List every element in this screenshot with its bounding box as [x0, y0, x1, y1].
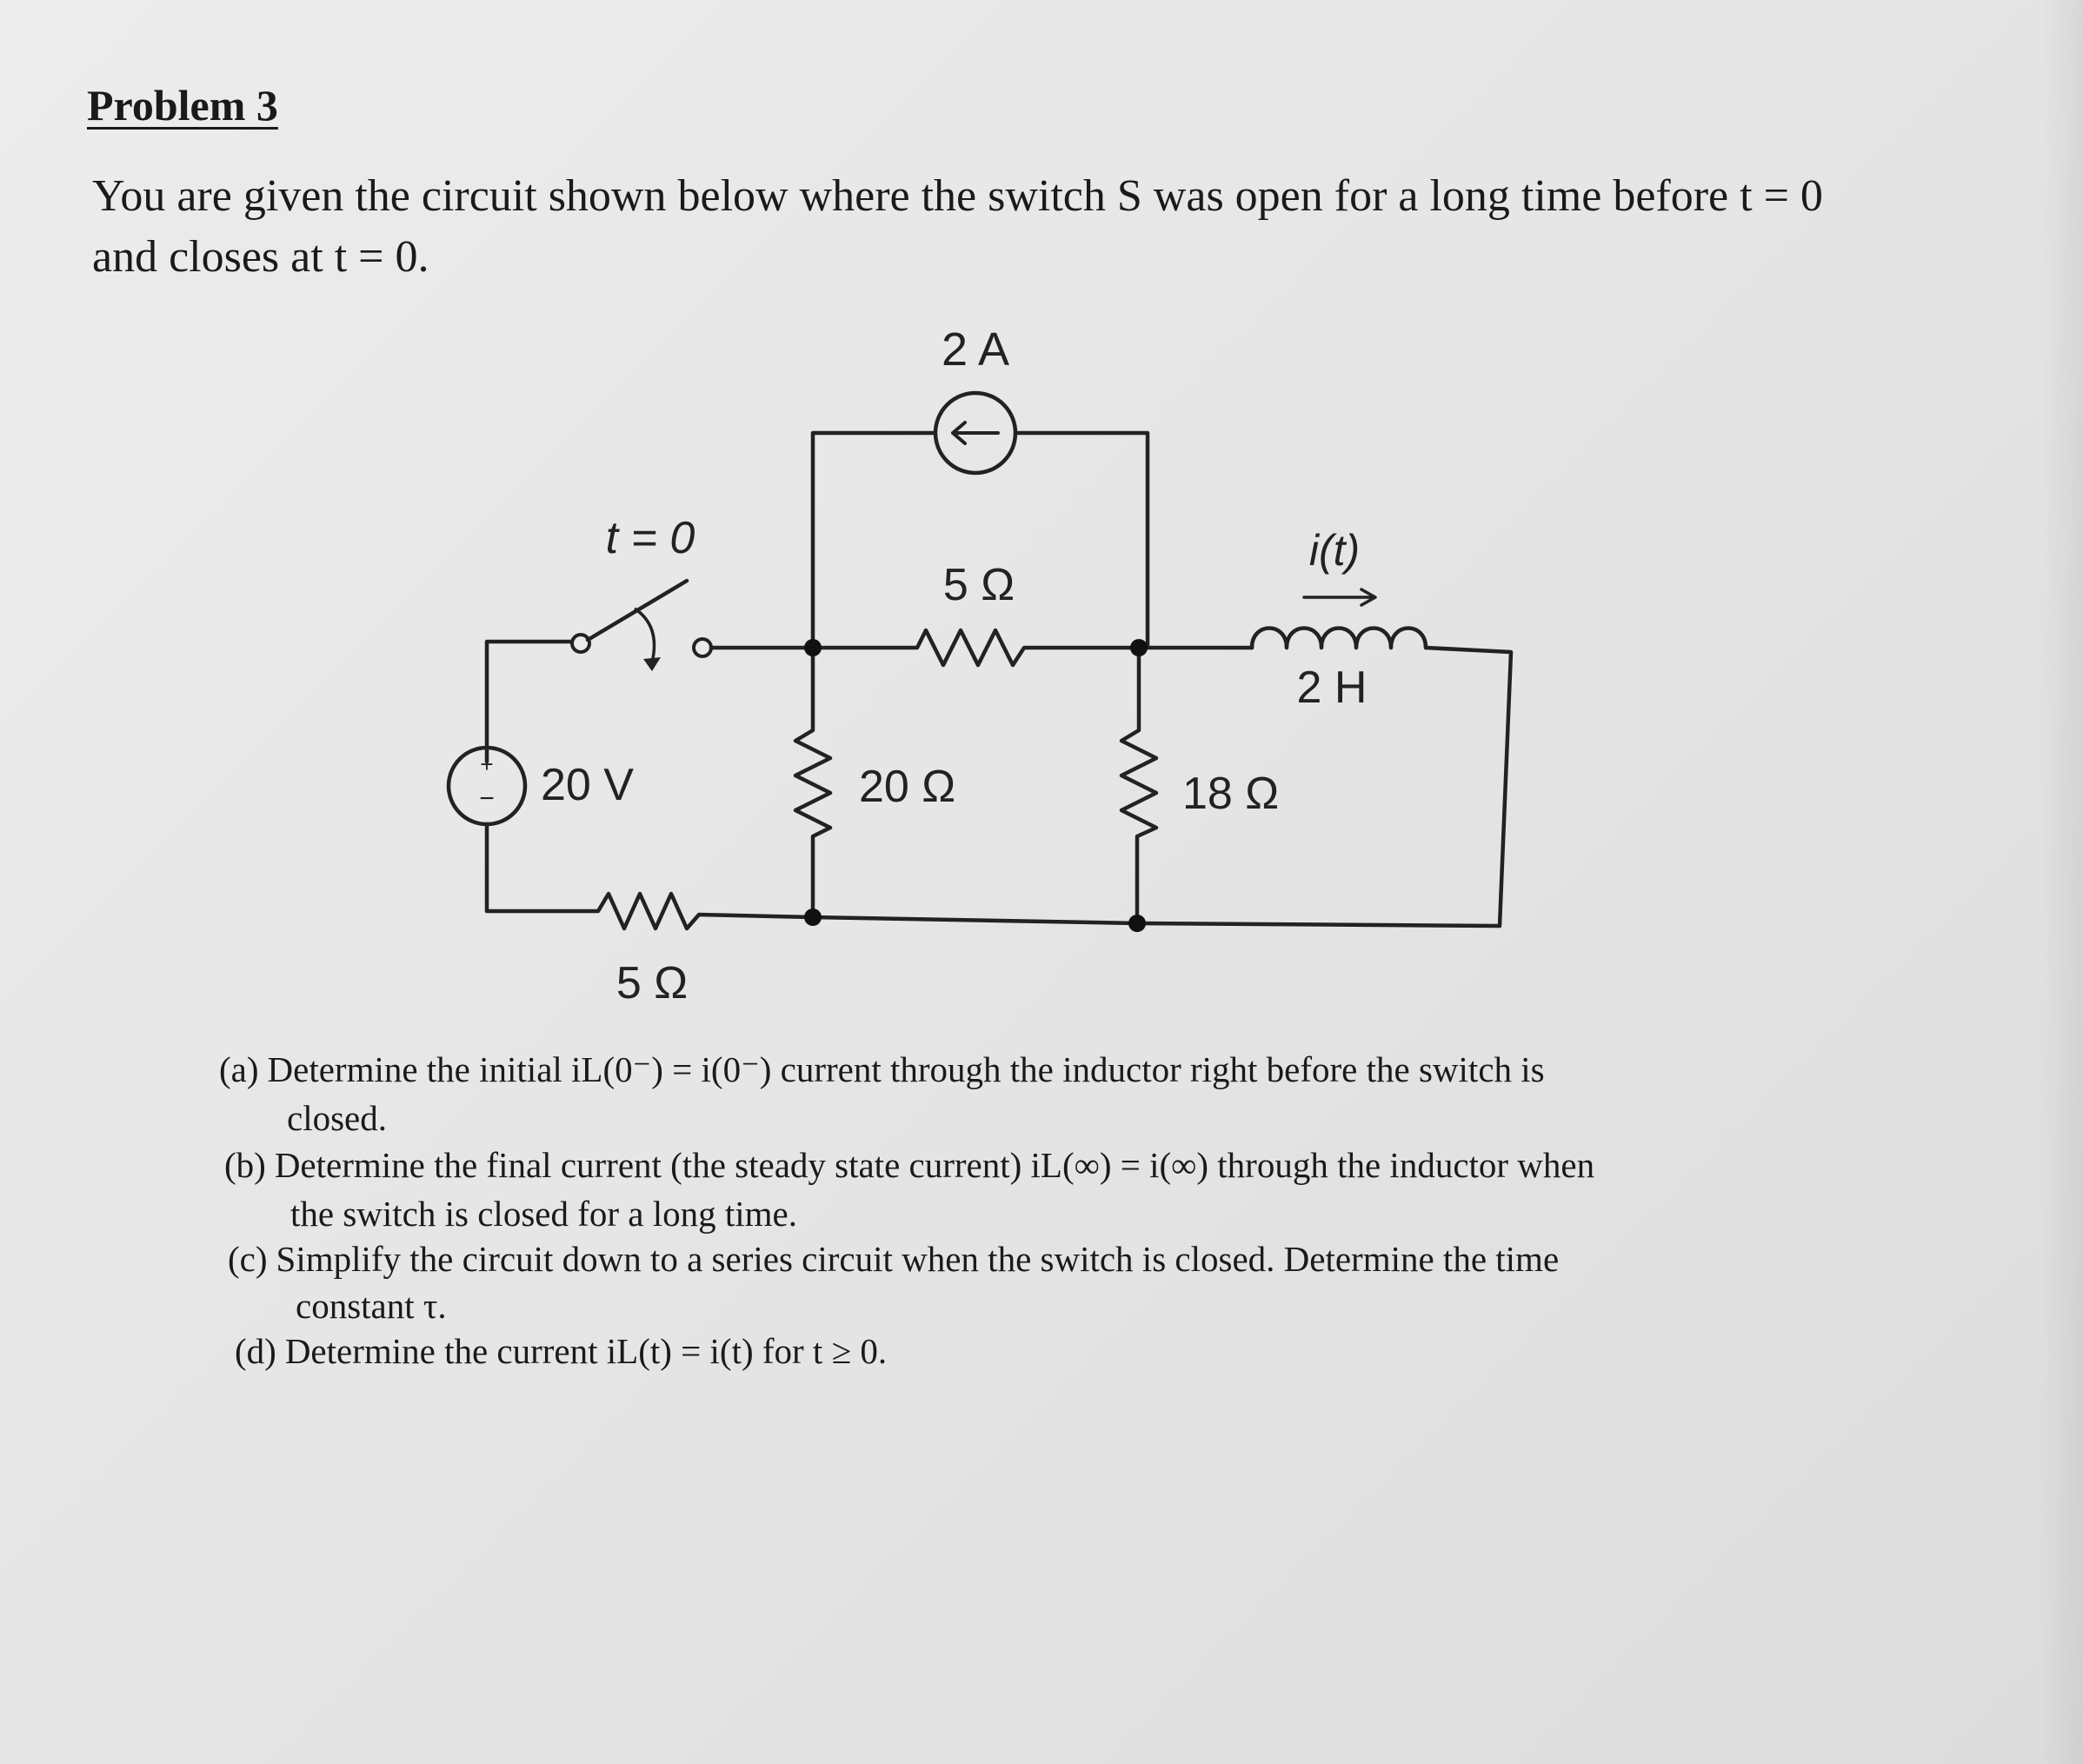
voltage-source-label: 20 V	[541, 760, 634, 810]
switch	[572, 581, 711, 671]
inductor-label: 2 H	[1296, 662, 1368, 713]
question-b-text: Determine the final current (the steady state current) iL(∞) = i(∞) through the inductor when	[274, 1145, 1595, 1185]
page-edge-shadow	[2040, 0, 2083, 1764]
inductor-coil	[1252, 629, 1426, 649]
current-source	[935, 393, 1015, 473]
node-bottom-left	[804, 909, 822, 926]
current-direction-arrow-icon	[953, 423, 998, 443]
current-arrow-icon	[1304, 589, 1375, 605]
question-c-continuation: constant τ.	[296, 1286, 447, 1326]
question-b-continuation: the switch is closed for a long time.	[290, 1194, 797, 1234]
resistor-5-top-label: 5 Ω	[942, 560, 1015, 610]
node-top-right	[1130, 639, 1148, 656]
voltage-source-plus: +	[480, 751, 494, 777]
question-b-label: (b)	[224, 1145, 266, 1185]
question-c	[228, 1238, 1559, 1280]
wire-left-top	[487, 642, 572, 762]
wire-resistor-5-top	[813, 630, 1139, 665]
question-c-text: Simplify the circuit down to a series circuit when the switch is closed. Determine the time	[276, 1239, 1560, 1279]
current-source-label: 2 A	[941, 323, 1010, 376]
question-d-text: Determine the current iL(t) = i(t) for t ≥ 0.	[284, 1331, 888, 1371]
question-d-label: (d)	[235, 1331, 276, 1371]
current-i-label: i(t)	[1308, 526, 1361, 575]
resistor-18-vertical	[1121, 648, 1156, 923]
wire-top-left	[813, 433, 935, 648]
question-a-text: Determine the initial iL(0⁻) = i(0⁻) current through the inductor right before the switch is	[267, 1049, 1545, 1089]
problem-intro-line-2: and closes at t = 0.	[92, 232, 429, 282]
node-bottom-right	[1128, 915, 1146, 932]
resistor-5-bottom-label: 5 Ω	[616, 958, 689, 1008]
node-top-left	[804, 639, 822, 656]
wire-top-right	[1017, 433, 1148, 648]
resistor-20-label: 20 Ω	[859, 762, 956, 812]
problem-intro-line-1: You are given the circuit shown below where the switch S was open for a long time before t = 0	[92, 171, 1823, 221]
question-a-continuation: closed.	[287, 1098, 387, 1138]
question-c-label: (c)	[228, 1239, 268, 1279]
question-a	[219, 1048, 1545, 1090]
wire-bottom-middle	[813, 917, 1137, 923]
resistor-18-label: 18 Ω	[1182, 769, 1280, 819]
question-b	[224, 1144, 1594, 1186]
problem-title: Problem 3	[87, 81, 278, 130]
voltage-source-minus: −	[479, 784, 495, 813]
switch-label: t = 0	[605, 513, 695, 563]
question-a-label: (a)	[219, 1049, 259, 1089]
resistor-20-vertical	[795, 648, 830, 917]
wire-left-bottom	[487, 824, 813, 929]
question-d	[235, 1330, 887, 1372]
